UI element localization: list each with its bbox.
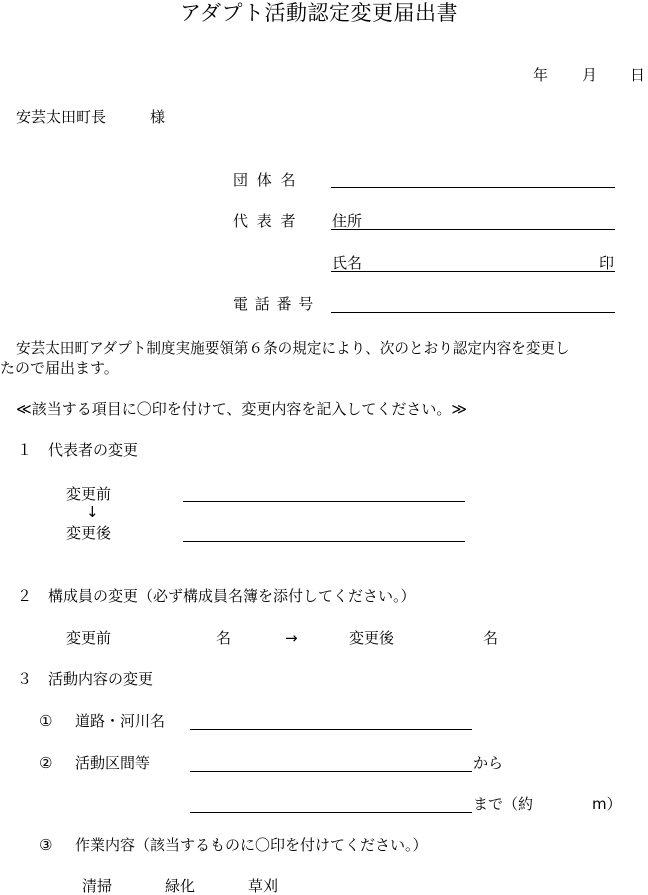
from-label: から (473, 754, 504, 772)
option-cleaning[interactable]: 清掃 (82, 877, 113, 895)
meter-label: m） (592, 795, 622, 813)
road-river-field[interactable] (190, 729, 472, 730)
section-label: 活動区間等 (75, 754, 151, 772)
date-month: 月 (582, 66, 598, 84)
addressee-honorific: 様 (150, 108, 166, 126)
member-before-label: 変更前 (66, 629, 112, 647)
down-arrow: ↓ (86, 503, 99, 521)
section1-title: 代表者の変更 (48, 441, 139, 459)
rep-before-label: 変更前 (66, 485, 112, 503)
representative-label: 代 表 者 (233, 212, 298, 230)
group-name-label: 団 体 名 (233, 171, 298, 189)
name-field[interactable] (331, 271, 615, 272)
name-label: 氏名 (332, 254, 363, 272)
section1-number: １ (17, 441, 33, 459)
addressee-name: 安芸太田町長 (16, 108, 107, 126)
section2-title: 構成員の変更（必ず構成員名簿を添付してください。） (48, 587, 416, 605)
date-year: 年 (533, 66, 549, 84)
work-content-label: 作業内容（該当するものに〇印を付けてください。） (75, 836, 428, 854)
section-to-field[interactable] (190, 812, 472, 813)
road-river-label: 道路・河川名 (75, 712, 166, 730)
member-after-unit: 名 (483, 629, 499, 647)
section3-title: 活動内容の変更 (48, 670, 154, 688)
date-day: 日 (630, 66, 646, 84)
section3-number: ３ (17, 670, 33, 688)
instruction-text: ≪該当する項目に〇印を付けて、変更内容を記入してください。≫ (16, 400, 468, 418)
item1-number: ① (39, 712, 53, 730)
rep-after-field[interactable] (183, 541, 465, 542)
seal-mark: 印 (599, 254, 615, 272)
option-greening[interactable]: 緑化 (165, 877, 196, 895)
option-mowing[interactable]: 草刈 (248, 877, 279, 895)
right-arrow: → (285, 629, 298, 647)
rep-after-label: 変更後 (66, 524, 112, 542)
section-from-field[interactable] (190, 771, 472, 772)
section2-number: ２ (17, 587, 33, 605)
member-after-label: 変更後 (349, 629, 395, 647)
member-before-unit: 名 (216, 629, 232, 647)
address-label: 住所 (332, 212, 363, 230)
group-name-field[interactable] (331, 187, 615, 188)
phone-field[interactable] (331, 312, 615, 313)
item2-number: ② (39, 754, 53, 772)
to-label: まで（約 (473, 795, 534, 813)
body-text-line1: 安芸太田町アダプト制度実施要領第６条の規定により、次のとおり認定内容を変更し (16, 340, 570, 357)
address-field[interactable] (331, 229, 615, 230)
body-text-line2: たので届出ます。 (0, 359, 119, 377)
rep-before-field[interactable] (183, 501, 465, 502)
page-title: アダプト活動認定変更届出書 (180, 1, 459, 25)
phone-label: 電 話 番 号 (233, 295, 315, 313)
item3-number: ③ (39, 836, 53, 854)
